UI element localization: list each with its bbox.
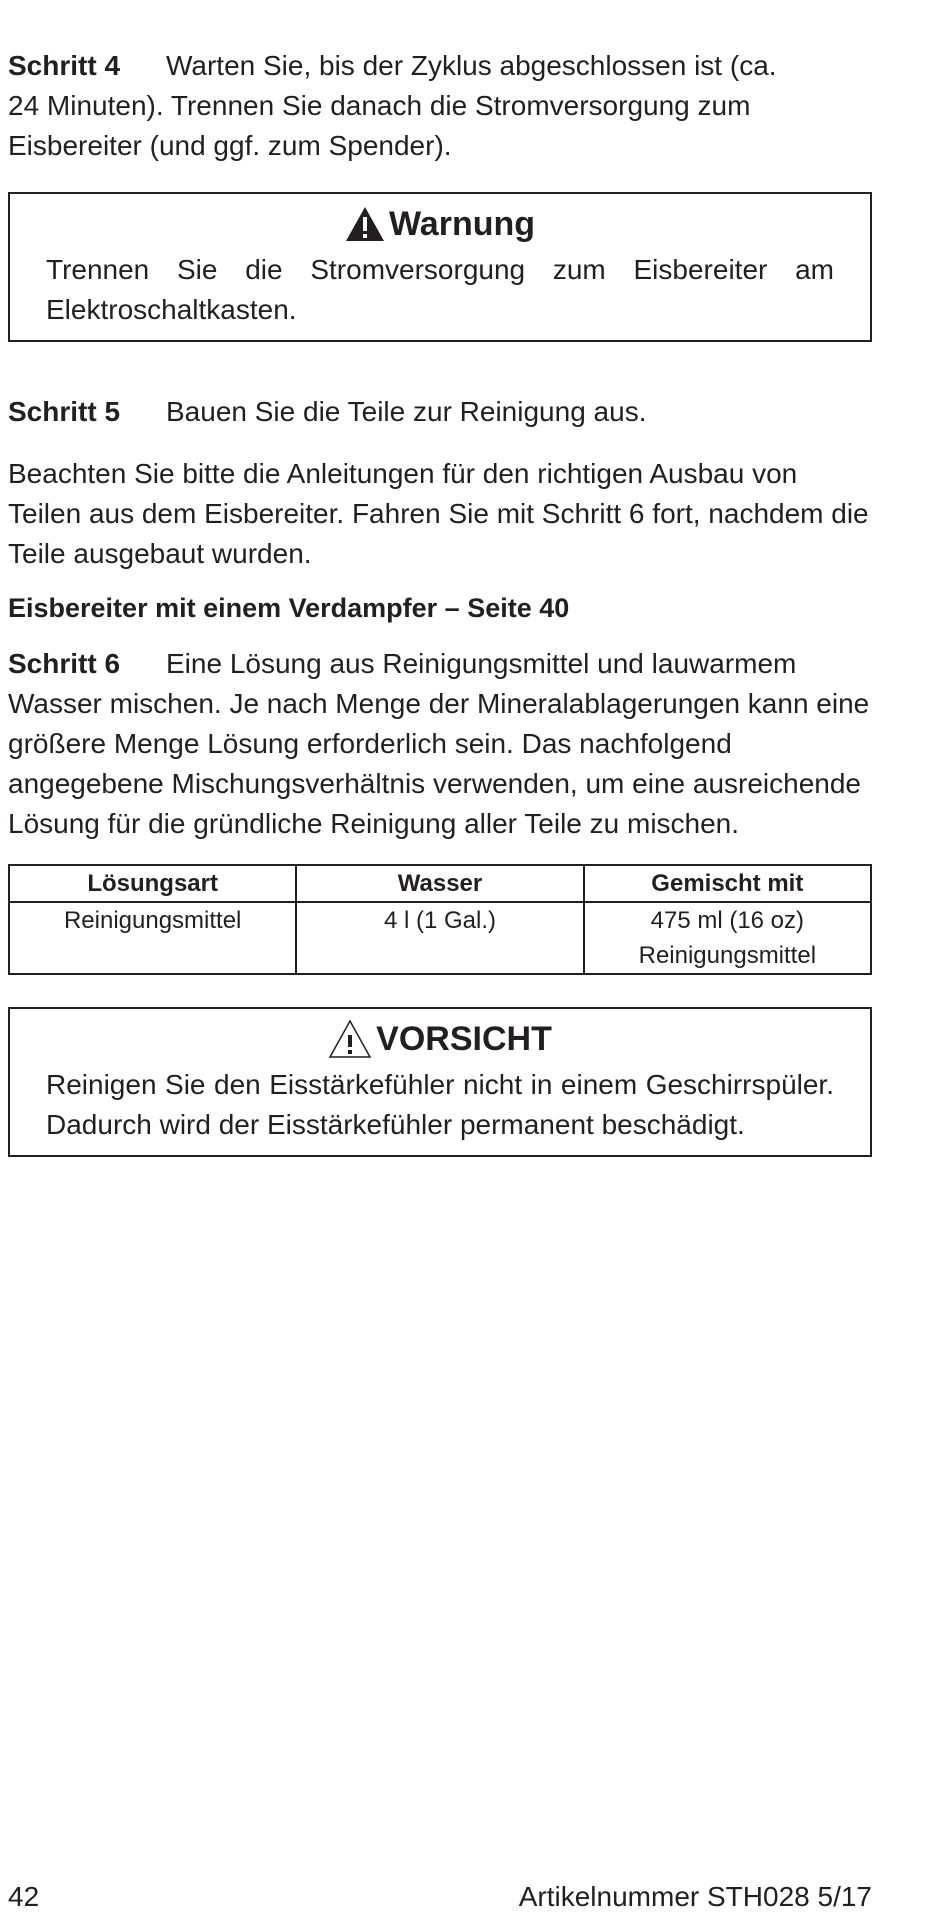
step-5-paragraph: [8, 392, 872, 432]
section-heading: Eisbereiter mit einem Verdampfer – Seite 40: [8, 593, 570, 623]
step-6-paragraph: [8, 644, 872, 844]
table-cell: [584, 902, 871, 974]
warning-box: [8, 192, 872, 342]
warning-triangle-filled-icon: [345, 205, 385, 243]
warning-title: Warnung: [388, 205, 536, 243]
page-number: 42: [8, 1881, 40, 1912]
step-4-label: Schritt 4: [8, 50, 121, 81]
table-cell-line: Reinigungsmittel: [638, 942, 817, 969]
warning-text: Trennen Sie die Stromversorgung zum Eisbereiter am Elektroschaltkasten.: [46, 254, 834, 325]
table-header-cell: Lösungsart: [9, 865, 296, 902]
table-row: [9, 902, 871, 974]
page-footer: [8, 1880, 872, 1914]
table-header-row: [9, 865, 871, 902]
caution-text: Reinigen Sie den Eisstärkefühler nicht in einem Geschirrspüler. Dadurch wird der Eisstärkefühler permanent beschädigt.: [46, 1069, 834, 1140]
table-header-cell: Wasser: [296, 865, 583, 902]
document-page: [8, 46, 872, 1157]
step-4-paragraph: [8, 46, 872, 166]
table-cell-line: 475 ml (16 oz): [650, 907, 805, 934]
step-5-text: Bauen Sie die Teile zur Reinigung aus.: [166, 396, 647, 427]
warning-title-row: [46, 198, 834, 250]
removal-note: Beachten Sie bitte die Anleitungen für den richtigen Ausbau von Teilen aus dem Eisbereiter. Fahren Sie mit Schritt 6 fort, nachdem die Teile ausgebaut wurden.: [8, 458, 869, 569]
article-number: Artikelnummer STH028 5/17: [518, 1881, 872, 1912]
caution-box: [8, 1007, 872, 1157]
step-5-label: Schritt 5: [8, 396, 121, 427]
table-header-cell: Gemischt mit: [584, 865, 871, 902]
table-cell: 4 l (1 Gal.): [296, 902, 583, 974]
step-6-label: Schritt 6: [8, 648, 121, 679]
step-4-text-first: Warten Sie, bis der Zyklus abgeschlossen ist (ca.: [166, 50, 777, 81]
mixing-ratio-table: [8, 864, 872, 975]
table-cell: Reinigungsmittel: [9, 902, 296, 974]
caution-triangle-outline-icon: [328, 1019, 372, 1059]
caution-title-row: [46, 1013, 834, 1065]
caution-title: VORSICHT: [376, 1020, 552, 1058]
step-4-text-rest: 24 Minuten). Trennen Sie danach die Stromversorgung zum Eisbereiter (und ggf. zum Spender).: [8, 90, 751, 161]
step-6-text: Eine Lösung aus Reinigungsmittel und lauwarmem Wasser mischen. Je nach Menge der Mineralablagerungen kann eine größere Menge Lösung erforderlich sein. Das nachfolgend angegebene Mischungsverhältnis verwenden, um eine ausreichende Lösung für die gründliche Reinigung aller Teile zu mischen.: [8, 648, 870, 839]
